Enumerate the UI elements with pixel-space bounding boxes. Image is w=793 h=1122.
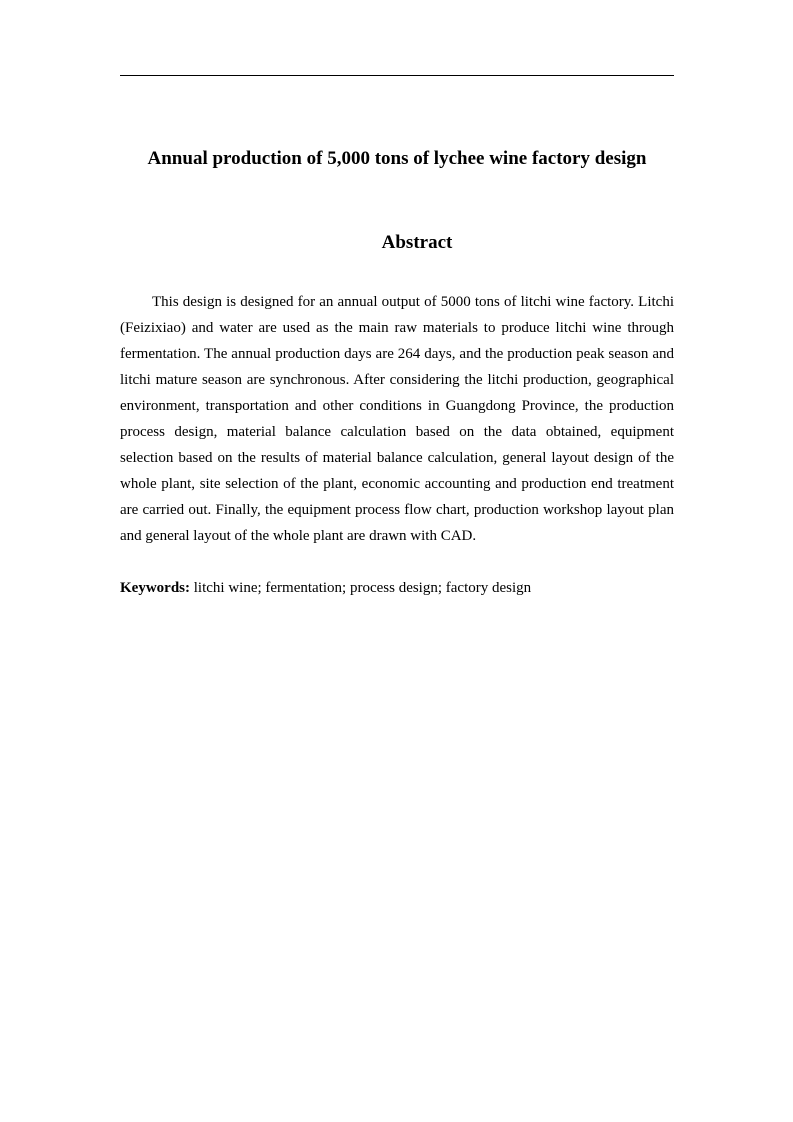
header-rule <box>120 75 674 76</box>
abstract-heading: Abstract <box>381 232 453 253</box>
keywords-text: litchi wine; fermentation; process design; factory design <box>190 580 532 596</box>
keywords-line <box>120 575 674 601</box>
document-title: Annual production of 5,000 tons of lychee wine factory design <box>147 148 647 169</box>
keywords-label: Keywords: <box>120 580 190 596</box>
abstract-body: This design is designed for an annual output of 5000 tons of litchi wine factory. Litchi (Feizixiao) and water are used as the main raw materials to produce litchi wine through fermentation. The annual production days are 264 days, and the production peak season and litchi mature season are synchronous. After considering the litchi production, geographical environment, transportation and other conditions in Guangdong Province, the production process design, material balance calculation based on the data obtained, equipment selection based on the results of material balance calculation, general layout design of the whole plant, site selection of the plant, economic accounting and production end treatment are carried out. Finally, the equipment process flow chart, production workshop layout plan and general layout of the whole plant are drawn with CAD. <box>120 294 674 544</box>
